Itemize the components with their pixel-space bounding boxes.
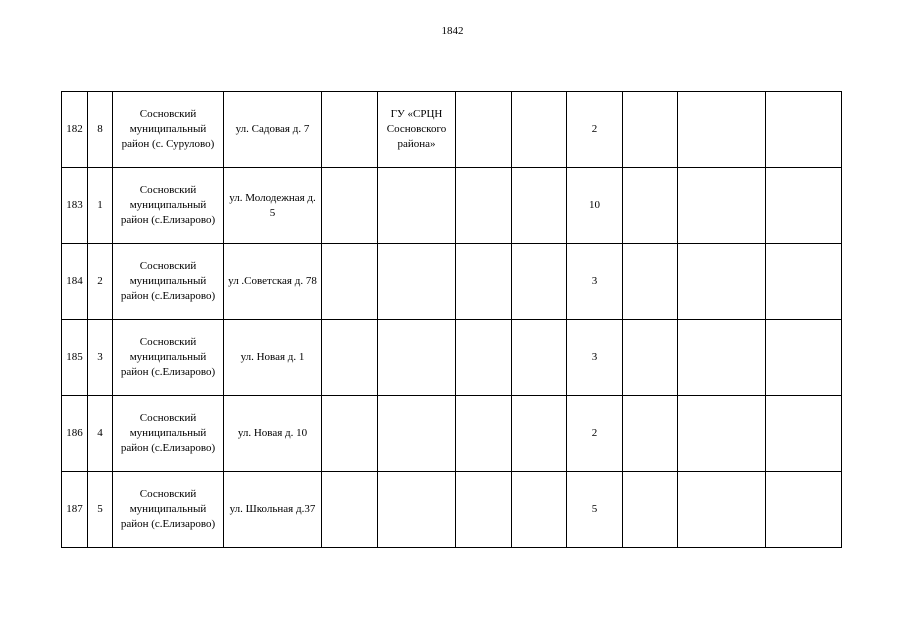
- organization-cell: [378, 320, 456, 396]
- empty-cell: [322, 92, 378, 168]
- empty-cell: [678, 320, 766, 396]
- table-row: [62, 244, 842, 320]
- organization-cell: [378, 168, 456, 244]
- district-cell: Сосновский муниципальный район (с.Елизарово): [113, 320, 224, 396]
- empty-cell: [512, 472, 567, 548]
- empty-cell: [623, 244, 678, 320]
- empty-cell: [512, 244, 567, 320]
- organization-cell: [378, 472, 456, 548]
- empty-cell: [766, 320, 842, 396]
- empty-cell: [766, 396, 842, 472]
- address-cell: ул. Садовая д. 7: [224, 92, 322, 168]
- address-cell: ул .Советская д. 78: [224, 244, 322, 320]
- empty-cell: [623, 472, 678, 548]
- empty-cell: [456, 168, 512, 244]
- district-cell: Сосновский муниципальный район (с. Сурулово): [113, 92, 224, 168]
- organization-cell: ГУ «СРЦН Сосновского района»: [378, 92, 456, 168]
- sub-number-cell: 3: [88, 320, 113, 396]
- district-cell: Сосновский муниципальный район (с.Елизарово): [113, 396, 224, 472]
- count-cell: 2: [567, 396, 623, 472]
- table-row: [62, 396, 842, 472]
- empty-cell: [623, 92, 678, 168]
- empty-cell: [512, 168, 567, 244]
- empty-cell: [456, 472, 512, 548]
- empty-cell: [766, 472, 842, 548]
- row-number-cell: 183: [62, 168, 88, 244]
- empty-cell: [678, 396, 766, 472]
- address-cell: ул. Новая д. 10: [224, 396, 322, 472]
- sub-number-cell: 8: [88, 92, 113, 168]
- empty-cell: [512, 320, 567, 396]
- table-row: [62, 92, 842, 168]
- empty-cell: [512, 396, 567, 472]
- empty-cell: [456, 244, 512, 320]
- empty-cell: [623, 320, 678, 396]
- address-cell: ул. Молодежная д. 5: [224, 168, 322, 244]
- row-number-cell: 185: [62, 320, 88, 396]
- empty-cell: [678, 472, 766, 548]
- address-cell: ул. Новая д. 1: [224, 320, 322, 396]
- page-number: 1842: [441, 25, 464, 37]
- sub-number-cell: 5: [88, 472, 113, 548]
- sub-number-cell: 1: [88, 168, 113, 244]
- empty-cell: [322, 244, 378, 320]
- empty-cell: [322, 472, 378, 548]
- district-cell: Сосновский муниципальный район (с.Елизарово): [113, 472, 224, 548]
- empty-cell: [512, 92, 567, 168]
- empty-cell: [623, 396, 678, 472]
- district-cell: Сосновский муниципальный район (с.Елизарово): [113, 168, 224, 244]
- sub-number-cell: 2: [88, 244, 113, 320]
- empty-cell: [678, 244, 766, 320]
- count-cell: 3: [567, 320, 623, 396]
- empty-cell: [766, 168, 842, 244]
- empty-cell: [322, 320, 378, 396]
- empty-cell: [456, 320, 512, 396]
- empty-cell: [456, 92, 512, 168]
- register-table: [61, 91, 842, 548]
- empty-cell: [322, 168, 378, 244]
- empty-cell: [623, 168, 678, 244]
- sub-number-cell: 4: [88, 396, 113, 472]
- organization-cell: [378, 396, 456, 472]
- table-row: [62, 320, 842, 396]
- row-number-cell: 186: [62, 396, 88, 472]
- table-row: [62, 168, 842, 244]
- empty-cell: [456, 396, 512, 472]
- count-cell: 2: [567, 92, 623, 168]
- row-number-cell: 184: [62, 244, 88, 320]
- count-cell: 3: [567, 244, 623, 320]
- organization-cell: [378, 244, 456, 320]
- empty-cell: [678, 168, 766, 244]
- empty-cell: [678, 92, 766, 168]
- empty-cell: [766, 244, 842, 320]
- empty-cell: [766, 92, 842, 168]
- table-row: [62, 472, 842, 548]
- empty-cell: [322, 396, 378, 472]
- district-cell: Сосновский муниципальный район (с.Елизарово): [113, 244, 224, 320]
- address-cell: ул. Школьная д.37: [224, 472, 322, 548]
- count-cell: 10: [567, 168, 623, 244]
- row-number-cell: 187: [62, 472, 88, 548]
- count-cell: 5: [567, 472, 623, 548]
- row-number-cell: 182: [62, 92, 88, 168]
